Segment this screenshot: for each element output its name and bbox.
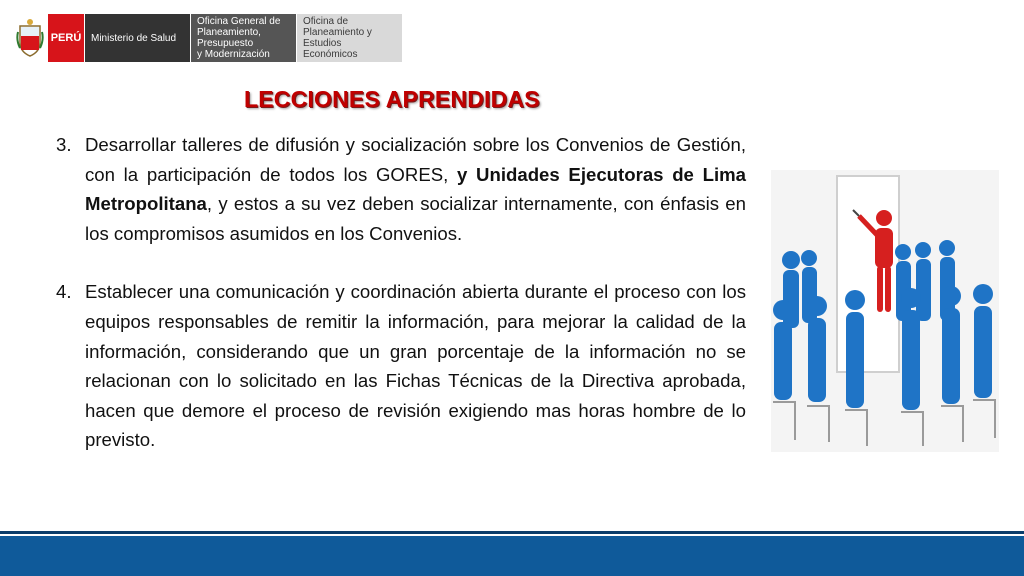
item-text: Desarrollar talleres de difusión y socialización sobre los Convenios de Gestión, con la participación de todos los GORES, y Unidades Ejecutoras de Lima Metropolitana, y estos a su vez deben socializar internamente, con énfasis en los compromisos asumidos en los Convenios. — [85, 134, 746, 244]
government-header — [12, 14, 402, 62]
ministry-label: Ministerio de Salud — [84, 14, 190, 62]
lessons-list — [56, 130, 746, 455]
list-item — [56, 130, 746, 248]
list-item — [56, 277, 746, 455]
footer-bar — [0, 536, 1024, 576]
peru-brand: PERÚ — [48, 14, 84, 62]
office-label-1: Oficina General de Planeamiento, Presupuesto y Modernización — [190, 14, 296, 62]
coat-of-arms-icon — [12, 14, 48, 62]
slide-title: LECCIONES APRENDIDAS — [244, 86, 540, 112]
item-number: 3. — [56, 134, 72, 155]
item-text: Establecer una comunicación y coordinación abierta durante el proceso con los equipos responsables de remitir la información, para mejorar la calidad de la información, considerando que un gran porcentaje de la información no se relacionan con lo solicitado en las Fichas Técnicas de la Directiva aprobada, hacen que demore el proceso de revisión exigiendo mas horas hombre de lo previsto. — [85, 281, 746, 451]
office-label-2: Oficina de Planeamiento y Estudios Económicos — [296, 14, 402, 62]
item-number: 4. — [56, 281, 72, 303]
footer-divider — [0, 531, 1024, 534]
training-session-illustration — [771, 170, 999, 452]
